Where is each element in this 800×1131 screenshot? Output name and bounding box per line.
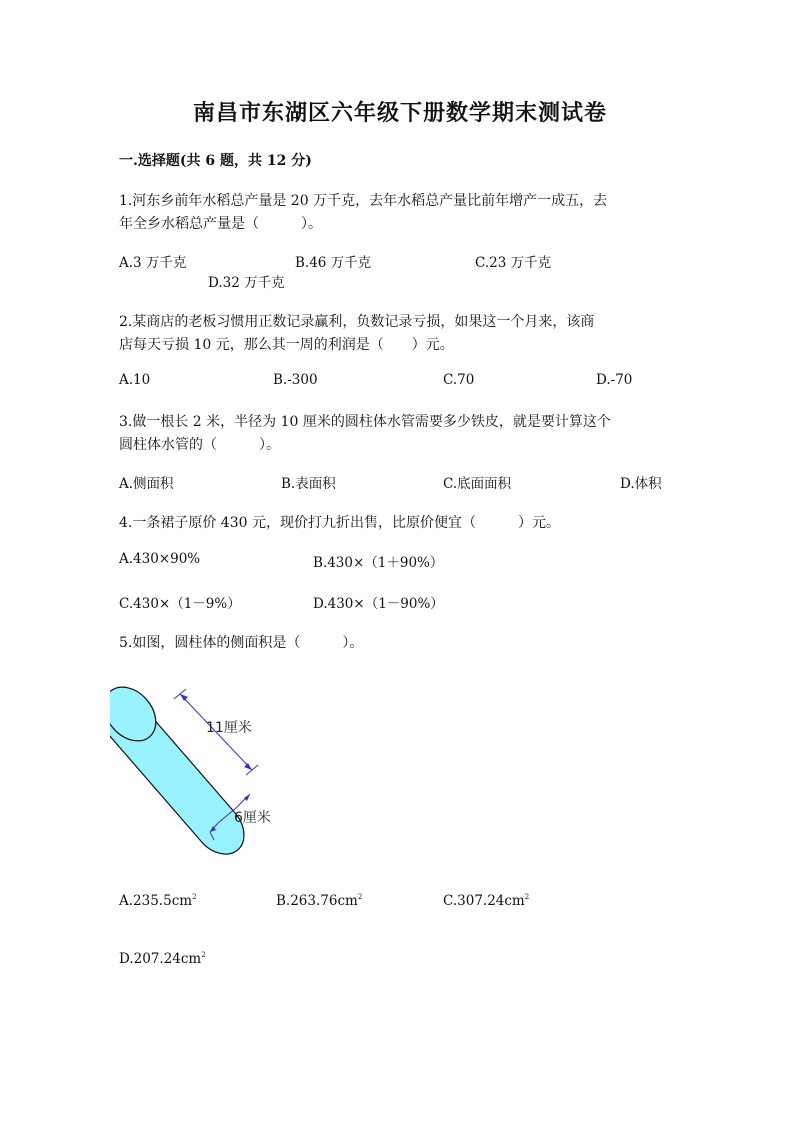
question-2-line-2: 店每天亏损 10 元，那么其一周的利润是（ ）元。 [119,337,454,353]
question-3-option-d: D.体积 [620,476,662,492]
question-3-option-c: C.底面面积 [443,476,512,492]
diameter-arrow-head-up [244,794,250,801]
question-2-option-a: A.10 [119,372,151,388]
length-arrow-top [180,694,188,701]
question-1-option-c: C.23 万千克 [475,255,552,271]
question-5-option-d: $D.207.24cm^2$ [119,951,206,967]
diameter-label: 6厘米 [234,810,271,826]
page-title: 南昌市东湖区六年级下册数学期末测试卷 [192,100,607,126]
question-1-line-1: 1.河东乡前年水稻总产量是 20 万千克，去年水稻总产量比前年增产一成五，去 [119,193,608,209]
question-4-option-b: B.430×（1＋90%） [313,555,444,571]
question-3-line-2: 圆柱体水管的（ ）。 [119,437,280,453]
question-2-option-d: D.-70 [596,372,633,388]
question-1-option-a: A.3 万千克 [119,255,187,271]
question-2-option-c: C.70 [443,372,475,388]
question-4-option-a: A.430×90% [119,551,201,567]
question-2-line-1: 2.某商店的老板习惯用正数记录赢利，负数记录亏损，如果这一个月来，该商 [119,314,595,330]
question-1-option-d: D.32 万千克 [208,275,285,291]
question-4-line-1: 4.一条裙子原价 430 元，现价打九折出售，比原价便宜（ ）元。 [119,515,560,531]
question-3-line-1: 3.做一根长 2 米，半径为 10 厘米的圆柱体水管需要多少铁皮，就是要计算这个 [119,414,611,430]
section-heading: 一.选择题(共 6 题，共 12 分) [119,153,312,169]
length-arrow-bottom [244,763,252,770]
question-1-line-2: 年全乡水稻总产量是（ ）。 [119,216,322,232]
question-3-option-a: A.侧面积 [119,476,174,492]
question-4-option-c: C.430×（1－9%） [119,596,241,612]
question-2-option-b: B.-300 [273,372,318,388]
question-4-option-d: D.430×（1－90%） [313,596,444,612]
length-label: 11厘米 [206,720,252,736]
question-5-line-1: 5.如图，圆柱体的侧面积是（ ）。 [119,635,364,651]
question-3-option-b: B.表面积 [281,476,336,492]
cylinder-figure [110,680,300,860]
question-5-option-a: $A.235.5cm^2$ [119,893,197,909]
question-5-option-c: $C.307.24cm^2$ [443,893,530,909]
question-1-option-b: B.46 万千克 [295,255,372,271]
question-5-option-b: $B.263.76cm^2$ [276,893,363,909]
